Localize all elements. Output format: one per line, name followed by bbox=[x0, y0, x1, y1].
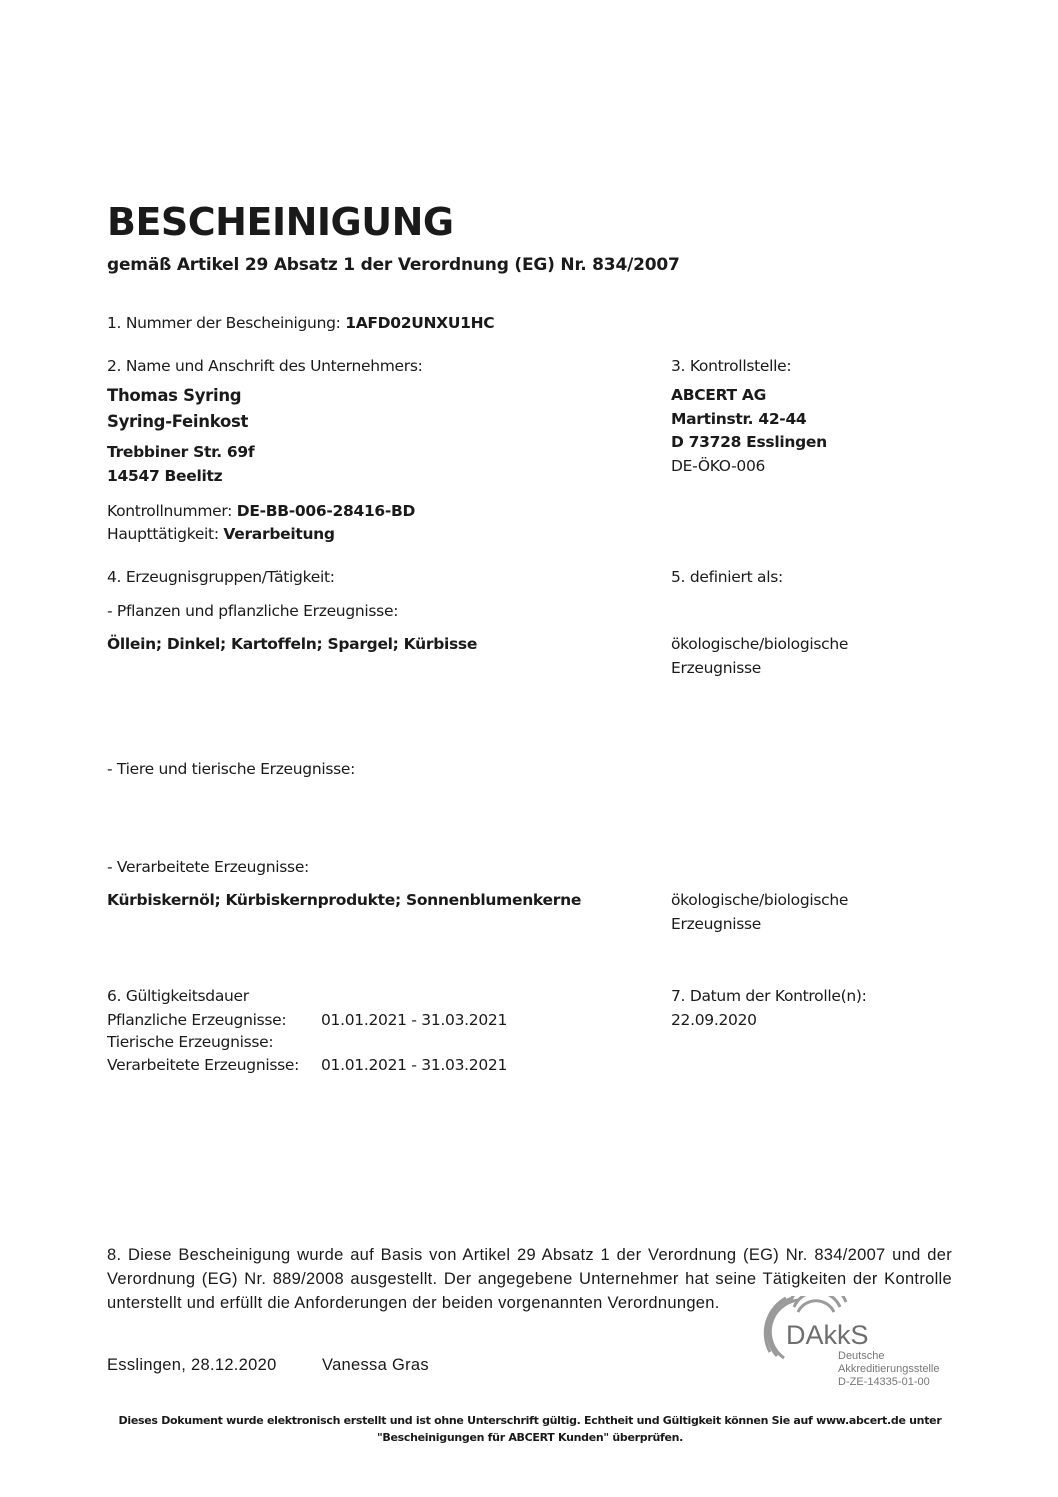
main-activity-label: Haupttätigkeit: bbox=[107, 525, 219, 543]
plants-value: Öllein; Dinkel; Kartoffeln; Spargel; Kürbisse bbox=[107, 635, 478, 653]
dakks-logo bbox=[758, 1296, 958, 1392]
certificate-number-label: 1. Nummer der Bescheinigung: bbox=[107, 314, 341, 332]
operator-label: 2. Name und Anschrift des Unternehmers: bbox=[107, 357, 423, 375]
dakks-line3: D-ZE-14335-01-00 bbox=[838, 1376, 930, 1388]
footer-line1: Dieses Dokument wurde elektronisch erstellt und ist ohne Unterschrift gültig. Echtheit und Gültigkeit können Sie auf www.abcert.de unter bbox=[118, 1414, 942, 1427]
certificate-number-value: 1AFD02UNXU1HC bbox=[345, 314, 495, 332]
place-date: Esslingen, 28.12.2020 bbox=[107, 1356, 277, 1374]
inspection-date-label: 7. Datum der Kontrolle(n): bbox=[671, 987, 867, 1005]
footer-note bbox=[60, 1412, 1000, 1446]
control-body-name: ABCERT AG bbox=[671, 386, 767, 404]
processed-value: Kürbiskernöl; Kürbiskernprodukte; Sonnenblumenkerne bbox=[107, 891, 582, 909]
product-groups-label: 4. Erzeugnisgruppen/Tätigkeit: bbox=[107, 568, 335, 586]
control-body-label: 3. Kontrollstelle: bbox=[671, 357, 792, 375]
control-body-city: D 73728 Esslingen bbox=[671, 433, 827, 451]
processed-definition-line1: ökologische/biologische bbox=[671, 891, 849, 909]
dakks-line2: Akkreditierungsstelle bbox=[838, 1363, 940, 1375]
signatory-name: Vanessa Gras bbox=[322, 1356, 429, 1374]
footer-line2: "Bescheinigungen für ABCERT Kunden" überprüfen. bbox=[376, 1431, 684, 1444]
validity-animals-label: Tierische Erzeugnisse: bbox=[107, 1033, 274, 1051]
operator-city: 14547 Beelitz bbox=[107, 467, 223, 485]
dakks-line1: Deutsche bbox=[838, 1350, 885, 1362]
validity-plants-value: 01.01.2021 - 31.03.2021 bbox=[321, 1011, 508, 1029]
control-body-street: Martinstr. 42-44 bbox=[671, 410, 807, 428]
operator-company: Syring-Feinkost bbox=[107, 412, 249, 431]
document-title: BESCHEINIGUNG bbox=[107, 200, 454, 244]
control-body-code: DE-ÖKO-006 bbox=[671, 457, 766, 475]
main-activity-row bbox=[107, 525, 335, 543]
inspection-date-value: 22.09.2020 bbox=[671, 1011, 757, 1029]
dakks-brand: DAkkS bbox=[786, 1320, 869, 1350]
certificate-number-row bbox=[107, 314, 494, 332]
operator-street: Trebbiner Str. 69f bbox=[107, 443, 255, 461]
plants-label: - Pflanzen und pflanzliche Erzeugnisse: bbox=[107, 602, 399, 620]
animals-label: - Tiere und tierische Erzeugnisse: bbox=[107, 760, 356, 778]
operator-name: Thomas Syring bbox=[107, 386, 242, 405]
defined-as-label: 5. definiert als: bbox=[671, 568, 783, 586]
validity-processed-label: Verarbeitete Erzeugnisse: bbox=[107, 1056, 300, 1074]
legal-statement: 8. Diese Bescheinigung wurde auf Basis von Artikel 29 Absatz 1 der Verordnung (EG) Nr. 834/2007 und der Verordnung (EG) Nr. 889/2008 ausgestellt. Der angegebene Unternehmer hat seine Tätigkeiten der Kontrolle unterstellt und erfüllt die Anforderungen der beiden vorgenannten Verordnungen. bbox=[107, 1246, 952, 1312]
control-number-label: Kontrollnummer: bbox=[107, 502, 233, 520]
validity-processed-value: 01.01.2021 - 31.03.2021 bbox=[321, 1056, 508, 1074]
validity-plants-label: Pflanzliche Erzeugnisse: bbox=[107, 1011, 287, 1029]
validity-label: 6. Gültigkeitsdauer bbox=[107, 987, 249, 1005]
processed-definition-line2: Erzeugnisse bbox=[671, 915, 762, 933]
plants-definition-line1: ökologische/biologische bbox=[671, 635, 849, 653]
document-subtitle: gemäß Artikel 29 Absatz 1 der Verordnung (EG) Nr. 834/2007 bbox=[107, 255, 680, 275]
main-activity-value: Verarbeitung bbox=[223, 525, 335, 543]
control-number-row bbox=[107, 502, 415, 520]
plants-definition-line2: Erzeugnisse bbox=[671, 659, 762, 677]
control-number-value: DE-BB-006-28416-BD bbox=[236, 502, 416, 520]
processed-label: - Verarbeitete Erzeugnisse: bbox=[107, 858, 309, 876]
